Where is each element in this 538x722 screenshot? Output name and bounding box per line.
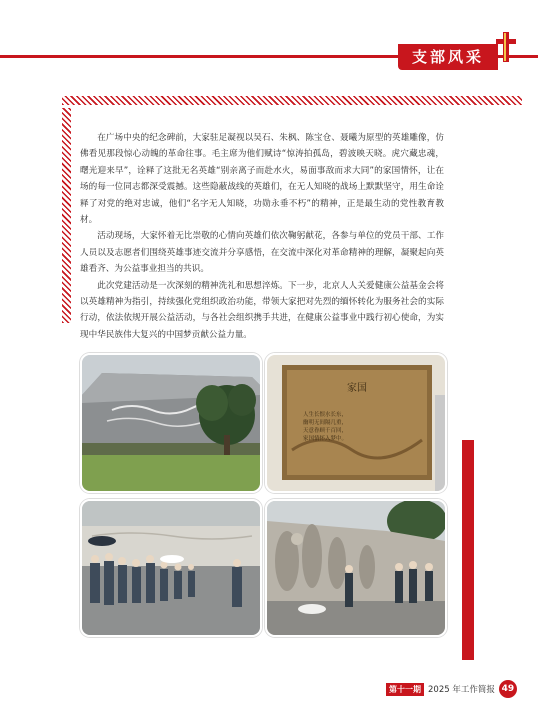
photo-group-gathering [80,499,262,637]
page-footer [386,679,517,699]
party-emblem-icon [494,30,518,66]
article-paragraph-3: 此次党建活动是一次深刻的精神洗礼和思想淬炼。下一步，北京人人关爱健康公益基金会将以英雄精神为指引，持续强化党组织政治功能，带领大家把对先烈的缅怀转化为服务社会的实际行动，依法依规开展公益活动，与各社会组织携手共进，在健康公益事业中践行初心使命，为实现中华民族伟大复兴的中国梦贡献公益力量。 [80,280,444,340]
decorative-red-bar [462,440,474,660]
plaque-line: 天意眷顾千百回， [303,428,348,434]
publication-title: 2025 年工作简报 [428,685,495,695]
page-number: 49 [499,680,517,698]
article-paragraph-1: 在广场中央的纪念碑前，大家驻足凝视以吴石、朱枫、陈宝仓、聂曦为原型的英雄雕像，仿佛看见那段惊心动魄的革命往事。毛主席为他们赋诗“惊涛拍孤岛，碧波映天晓。虎穴藏忠魂，曙光迎来早”，诠释了这批无名英雄“别亲离子而赴水火，易面事敌而求大同”的家国情怀，让在场的每一位同志都深受震撼。这些隐蔽战线的英雄们，在无人知晓的战场上默默坚守，用生命诠释了对党的绝对忠诚，他们“名字无人知晓，功勋永垂不朽”的精神，正是最生动的党性教育教材。 [80,133,444,226]
issue-badge: 第十一期 [386,683,424,696]
decorative-stripe-horizontal [62,96,522,105]
plaque-poem [303,411,413,443]
decorative-stripe-vertical [62,108,71,323]
plaque-line: 幽明无间隔几重， [303,420,348,426]
plaque-title: 家国 [347,383,367,394]
photo-relief-wall [265,499,447,637]
article-body [80,130,444,343]
plaque-line: 人生长恨水长东， [303,412,348,418]
article-paragraph-2: 活动现场，大家怀着无比崇敬的心情向英雄们依次鞠躬献花，各参与单位的党员干部、工作人员以及志愿者们围绕英雄事迹交流并分享感悟，在交流中深化对革命精神的理解，凝聚起向英雄看齐、为公益事业担当的共识。 [80,231,444,275]
section-title: 支部风采 [411,48,484,66]
photo-bronze-plaque [265,353,447,493]
plaque-line: 家国情怀入梦中。 [303,436,348,442]
photo-memorial-wall [80,353,262,493]
section-tab [398,44,498,70]
